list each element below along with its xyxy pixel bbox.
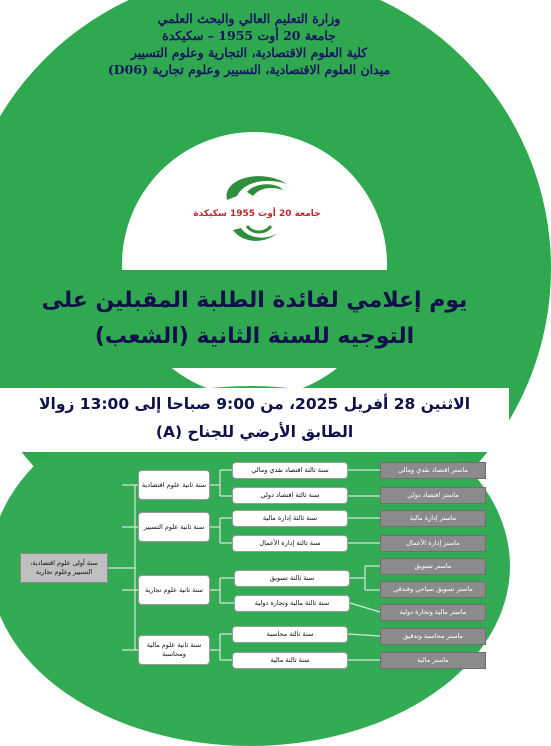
level3-master-accounting-audit: ماستر محاسبة وتدقيق — [380, 628, 486, 645]
ministry-line: وزارة التعليم العالي والبحث العلمي — [157, 11, 341, 26]
level2-finance-international-trade: سنة ثالثة مالية وتجارة دولية — [234, 595, 350, 612]
title-line-2: التوجيه للسنة الثانية (الشعب) — [94, 324, 415, 349]
level1-commerce: سنة ثانية علوم تجارية — [138, 575, 210, 605]
level2-financial-management: سنة ثالثة إدارة مالية — [232, 510, 348, 527]
faculty-line: كلية العلوم الاقتصادية، التجارية وعلوم التسيير — [130, 45, 368, 60]
level3-master-marketing: ماستر تسويق — [380, 558, 486, 575]
university-line: جامعة 20 أوت 1955 – سكيكدة — [162, 28, 336, 43]
level3-master-finance-international-trade: ماستر مالية وتجارة دولية — [380, 604, 486, 621]
level3-master-monetary-economics: ماستر اقتصاد نقدي ومالي — [380, 462, 486, 479]
level2-business-management: سنة ثالثة إدارة الأعمال — [232, 535, 348, 552]
level2-accounting: سنة ثالثة محاسبة — [232, 626, 348, 643]
root-node: سنة أولى علوم اقتصادية، التسيير وعلوم تجارية — [20, 553, 108, 583]
level3-master-international-economics: ماستر اقتصاد دولي — [380, 487, 486, 504]
level1-finance-accounting: سنة ثانية علوم مالية ومحاسبة — [138, 635, 210, 665]
level1-economics: سنة ثانية علوم اقتصادية — [138, 470, 210, 500]
level3-master-financial-management: ماستر إدارة مالية — [380, 510, 486, 527]
event-location: الطابق الأرضي للجناح (A) — [155, 423, 354, 441]
level3-master-tourism-marketing: ماستر تسويق سياحي وفندقي — [380, 581, 486, 598]
level2-marketing: سنة ثالثة تسويق — [234, 570, 350, 587]
logo-text: جامعة 20 أوت 1955 سكيكدة — [193, 209, 321, 219]
level3-master-business-management: ماستر إدارة الأعمال — [380, 535, 486, 552]
event-date: الاثنين 28 أفريل 2025، من 9:00 صباحا إلى 13:00 زوالا — [38, 395, 471, 413]
level2-international-economics: سنة ثالثة اقتصاد دولي — [232, 487, 348, 504]
level3-master-finance: ماستر مالية — [380, 652, 486, 669]
title-line-1: يوم إعلامي لفائدة الطلبة المقبلين على — [41, 288, 468, 313]
level1-management: سنة ثانية علوم التسيير — [138, 512, 210, 542]
level2-monetary-economics: سنة ثالثة اقتصاد نقدي ومالي — [232, 462, 348, 479]
domain-line: ميدان العلوم الاقتصادية، التسيير وعلوم تجارية (D06) — [107, 62, 391, 77]
level2-finance: سنة ثالثة مالية — [232, 652, 348, 669]
